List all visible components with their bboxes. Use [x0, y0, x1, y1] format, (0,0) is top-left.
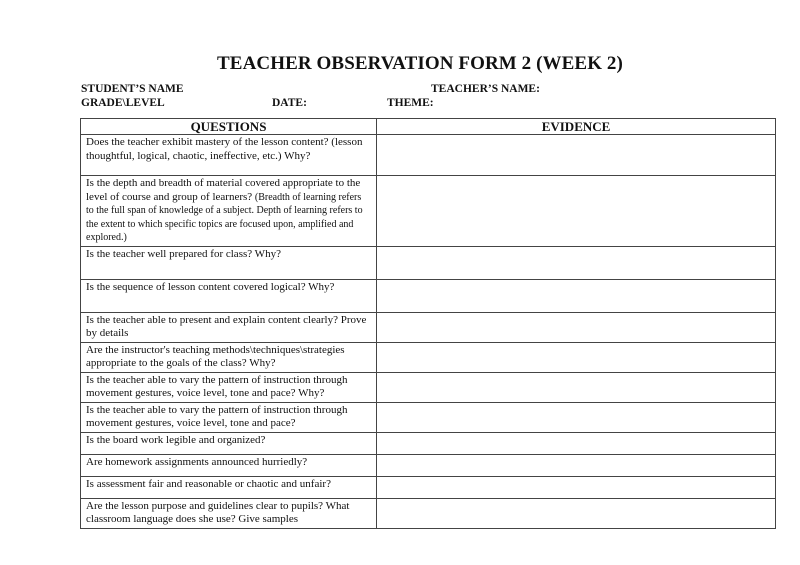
- question-cell: Are homework assignments announced hurriedly?: [81, 454, 377, 476]
- theme-label: THEME:: [387, 97, 434, 109]
- question-text: Is the depth and breadth of material covered appropriate to the level of course and group of learners?: [86, 177, 361, 203]
- student-name-label: STUDENT’S NAME: [81, 83, 184, 95]
- table-row: [81, 498, 776, 528]
- date-label: DATE:: [272, 97, 307, 109]
- table-row: [81, 312, 776, 342]
- question-note: (Breadth of learning refers to the full span of knowledge of a subject. Depth of learning refers to the extent to which specific topics are focused upon, amplified and explored.): [86, 191, 363, 243]
- observation-table: [80, 118, 776, 529]
- evidence-cell[interactable]: [377, 402, 776, 432]
- table-row: [81, 342, 776, 372]
- evidence-cell[interactable]: [377, 279, 776, 312]
- question-cell: Is the sequence of lesson content covered logical? Why?: [81, 279, 377, 312]
- table-row: [81, 476, 776, 498]
- question-cell: Is the teacher able to present and explain content clearly? Prove by details: [81, 312, 377, 342]
- question-cell: [81, 176, 377, 247]
- table-row: [81, 279, 776, 312]
- table-header-row: [81, 119, 776, 135]
- evidence-cell[interactable]: [377, 432, 776, 454]
- table-row: [81, 246, 776, 279]
- evidence-cell[interactable]: [377, 135, 776, 176]
- evidence-cell[interactable]: [377, 246, 776, 279]
- evidence-cell[interactable]: [377, 312, 776, 342]
- evidence-cell[interactable]: [377, 372, 776, 402]
- question-cell: Is the teacher able to vary the pattern of instruction through movement gestures, voice level, tone and pace? Why?: [81, 372, 377, 402]
- evidence-header: EVIDENCE: [377, 119, 776, 135]
- questions-header: QUESTIONS: [81, 119, 377, 135]
- question-cell: Is the teacher able to vary the pattern of instruction through movement gestures, voice level, tone and pace?: [81, 402, 377, 432]
- question-cell: Is assessment fair and reasonable or chaotic and unfair?: [81, 476, 377, 498]
- table-row: [81, 432, 776, 454]
- table-row: [81, 176, 776, 247]
- page-title: TEACHER OBSERVATION FORM 2 (WEEK 2): [217, 53, 623, 74]
- evidence-cell[interactable]: [377, 476, 776, 498]
- table-row: [81, 402, 776, 432]
- question-cell: Are the lesson purpose and guidelines clear to pupils? What classroom language does she use? Give samples: [81, 498, 377, 528]
- teacher-name-label: TEACHER’S NAME:: [431, 83, 540, 95]
- question-cell: Is the board work legible and organized?: [81, 432, 377, 454]
- question-cell: Are the instructor's teaching methods\techniques\strategies appropriate to the goals of the class? Why?: [81, 342, 377, 372]
- question-cell: Does the teacher exhibit mastery of the lesson content? (lesson thoughtful, logical, chaotic, ineffective, etc.) Why?: [81, 135, 377, 176]
- evidence-cell[interactable]: [377, 454, 776, 476]
- evidence-cell[interactable]: [377, 498, 776, 528]
- evidence-cell[interactable]: [377, 176, 776, 247]
- table-row: [81, 454, 776, 476]
- table-row: [81, 135, 776, 176]
- evidence-cell[interactable]: [377, 342, 776, 372]
- question-cell: Is the teacher well prepared for class? Why?: [81, 246, 377, 279]
- grade-level-label: GRADE\LEVEL: [81, 97, 165, 109]
- table-row: [81, 372, 776, 402]
